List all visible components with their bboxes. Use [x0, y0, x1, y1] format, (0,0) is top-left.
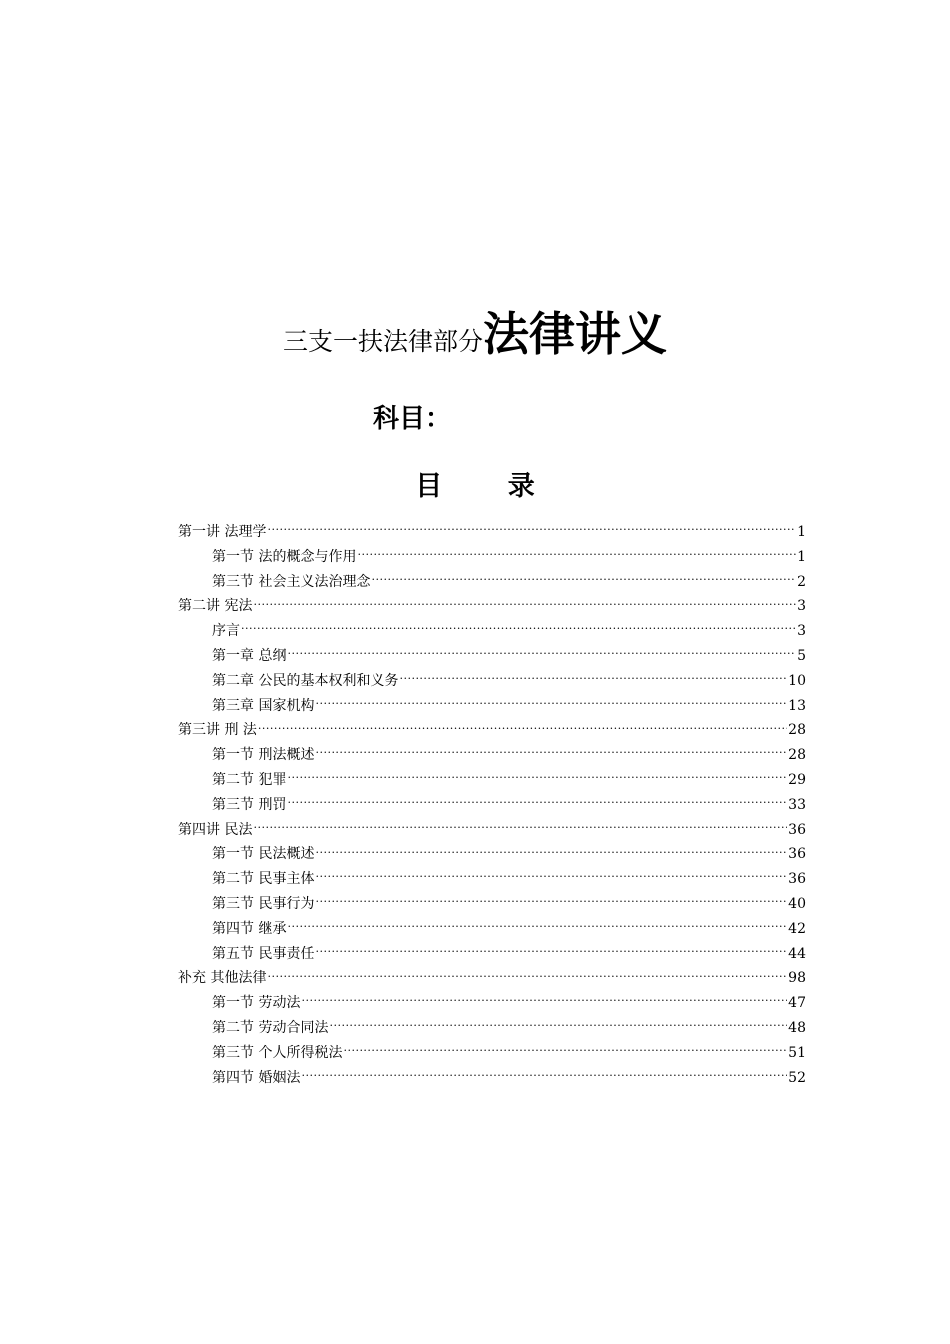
toc-entry-label: 第一讲 法理学	[178, 524, 267, 540]
toc-entry[interactable]	[178, 966, 806, 991]
toc-entry-label: 第三节 民事行为	[212, 895, 315, 912]
toc-entry[interactable]	[178, 818, 806, 843]
toc-dot-leader	[329, 1018, 787, 1032]
toc-entry-page: 40	[788, 895, 806, 912]
toc-entry-page: 36	[788, 846, 806, 863]
document-title-main: 法律讲义	[483, 307, 667, 361]
toc-entry-page: 36	[788, 871, 806, 888]
toc-entry-label: 第一节 劳动法	[212, 995, 301, 1012]
toc-entry[interactable]	[178, 545, 806, 570]
toc-entry[interactable]	[178, 991, 806, 1016]
toc-entry[interactable]	[178, 917, 806, 942]
toc-entry-page: 13	[788, 697, 806, 714]
toc-dot-leader	[315, 745, 787, 759]
toc-entry-label: 第二节 劳动合同法	[212, 1019, 329, 1036]
toc-entry-label: 第三节 个人所得税法	[212, 1044, 343, 1061]
toc-entry-page: 44	[788, 945, 806, 962]
toc-entry[interactable]	[178, 942, 806, 967]
toc-entry[interactable]	[178, 594, 806, 619]
toc-entry[interactable]	[178, 743, 806, 768]
toc-entry-label: 补充 其他法律	[178, 970, 267, 987]
toc-entry-page: 98	[788, 970, 806, 987]
toc-dot-leader	[253, 596, 796, 610]
toc-dot-leader	[371, 572, 796, 586]
toc-dot-leader	[267, 522, 796, 536]
toc-entry-page: 1	[797, 524, 806, 540]
toc-entry[interactable]	[178, 768, 806, 793]
toc-dot-leader	[258, 720, 787, 734]
toc-entry-label: 第四节 婚姻法	[212, 1069, 301, 1086]
toc-entry-label: 第二节 犯罪	[212, 771, 287, 788]
toc-entry[interactable]	[178, 892, 806, 917]
toc-entry-page: 51	[788, 1044, 806, 1061]
toc-entry-page: 3	[797, 623, 806, 640]
toc-dot-leader	[267, 968, 787, 982]
toc-entry-page: 47	[788, 995, 806, 1012]
toc-entry-label: 第一节 民法概述	[212, 846, 315, 863]
toc-entry-page: 10	[788, 672, 806, 689]
toc-entry-label: 第三节 刑罚	[212, 796, 287, 813]
toc-dot-leader	[315, 944, 787, 958]
toc-entry-page: 3	[797, 598, 806, 615]
toc-entry[interactable]	[178, 694, 806, 719]
toc-entry-label: 第一章 总纲	[212, 647, 287, 664]
toc-dot-leader	[287, 770, 787, 784]
toc-entry-label: 第三章 国家机构	[212, 697, 315, 714]
toc-dot-leader	[301, 993, 787, 1007]
toc-entry-label: 第四节 继承	[212, 920, 287, 937]
toc-entry-page: 36	[788, 821, 806, 838]
toc-entry-page: 28	[788, 747, 806, 764]
toc-entry-page: 48	[788, 1019, 806, 1036]
toc-dot-leader	[315, 869, 787, 883]
toc-entry[interactable]	[178, 1041, 806, 1066]
toc-entry-page: 52	[788, 1069, 806, 1086]
toc-entry-page: 42	[788, 920, 806, 937]
toc-entry-page: 28	[788, 722, 806, 739]
toc-entry-page: 33	[788, 796, 806, 813]
toc-dot-leader	[301, 1068, 787, 1082]
toc-entry[interactable]	[178, 669, 806, 694]
toc-entry[interactable]	[178, 842, 806, 867]
toc-entry[interactable]	[178, 867, 806, 892]
toc-entry-label: 第一节 法的概念与作用	[212, 548, 357, 565]
toc-entry[interactable]	[178, 718, 806, 743]
toc-entry[interactable]	[178, 570, 806, 595]
subject-label: 科目：	[373, 404, 452, 434]
toc-entry-page: 29	[788, 771, 806, 788]
toc-dot-leader	[315, 844, 787, 858]
toc-entry[interactable]	[178, 793, 806, 818]
toc-entry-label: 第四讲 民法	[178, 821, 253, 838]
toc-entry-page: 1	[797, 548, 806, 565]
toc-dot-leader	[253, 820, 787, 834]
toc-entry-page: 2	[797, 573, 806, 590]
toc-dot-leader	[315, 696, 787, 710]
toc-dot-leader	[241, 621, 796, 635]
document-title-prefix: 三支一扶法律部分	[282, 327, 483, 356]
toc-dot-leader	[343, 1043, 787, 1057]
toc-entry-label: 第三讲 刑 法	[178, 722, 257, 739]
toc-dot-leader	[287, 646, 796, 660]
toc-entry[interactable]	[178, 1016, 806, 1041]
toc-entry-label: 第一节 刑法概述	[212, 747, 315, 764]
toc-entry-label: 第二章 公民的基本权利和义务	[212, 672, 399, 689]
toc-dot-leader	[357, 547, 796, 561]
toc-entry-label: 序言	[212, 623, 240, 640]
toc-heading: 目 录	[415, 471, 563, 502]
toc-dot-leader	[287, 919, 787, 933]
toc-entry[interactable]	[178, 619, 806, 644]
toc-entry[interactable]	[178, 644, 806, 669]
toc-entry[interactable]	[178, 520, 806, 545]
toc-entry-label: 第三节 社会主义法治理念	[212, 573, 371, 590]
toc-entry-page: 5	[797, 647, 806, 664]
toc-entry[interactable]	[178, 1066, 806, 1091]
toc-entry-label: 第二讲 宪法	[178, 598, 253, 615]
document-title	[0, 298, 950, 364]
toc-dot-leader	[399, 671, 787, 685]
toc-entry-label: 第二节 民事主体	[212, 871, 315, 888]
toc-entry-label: 第五节 民事责任	[212, 945, 315, 962]
toc-dot-leader	[287, 795, 787, 809]
table-of-contents	[178, 520, 806, 1090]
toc-dot-leader	[315, 894, 787, 908]
